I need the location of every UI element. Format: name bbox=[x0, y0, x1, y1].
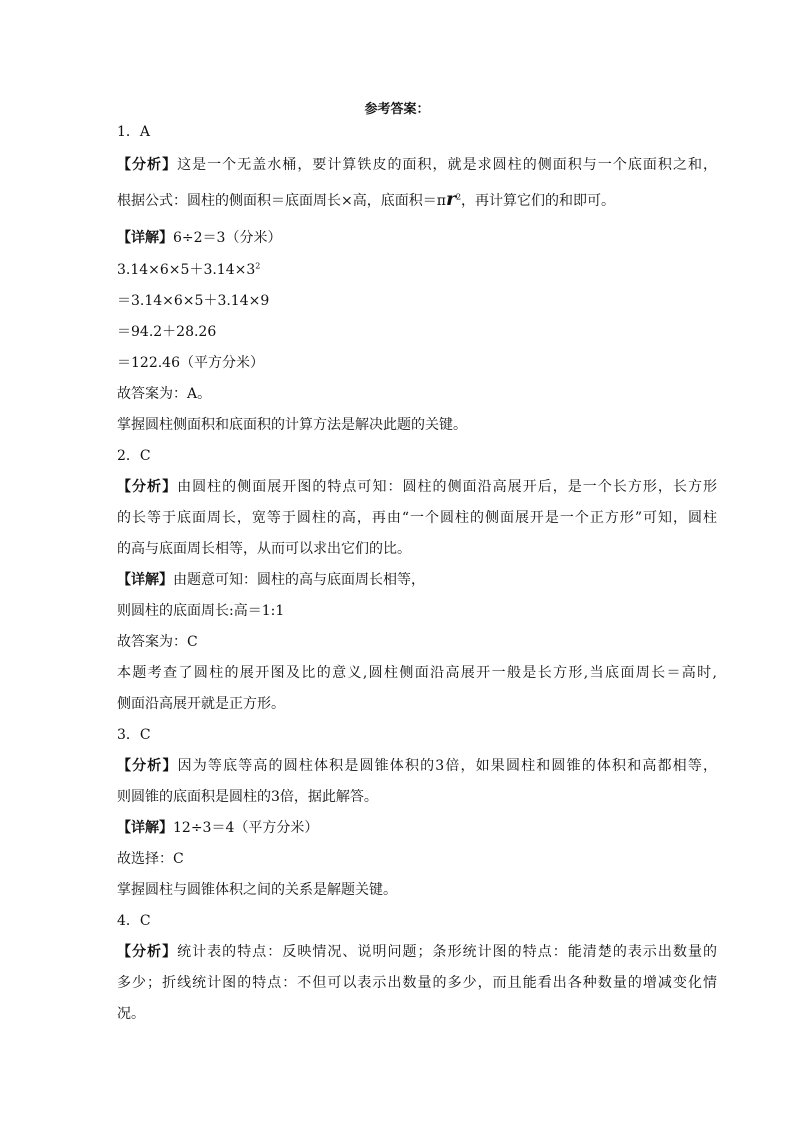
analysis-tag: 【分析】 bbox=[117, 758, 178, 774]
detail-tag: 【详解】 bbox=[117, 572, 173, 588]
q2-head: 2．C bbox=[117, 448, 151, 464]
analysis-tag: 【分析】 bbox=[117, 944, 178, 960]
q4-analysis-line-1: 【分析】统计表的特点：反映情况、说明问题；条形统计图的特点：能清楚的表示出数量的 bbox=[117, 944, 718, 960]
analysis-tag: 【分析】 bbox=[117, 479, 178, 495]
detail-tag: 【详解】 bbox=[117, 820, 173, 836]
q1-detail-line-1: 【详解】6÷2＝3（分米） bbox=[117, 230, 282, 246]
q3-detail-line-1: 【详解】12÷3＝4（平方分米） bbox=[117, 820, 319, 836]
radius-symbol: r bbox=[445, 188, 456, 210]
q2-note-line-2: 侧面沿高展开就是正方形。 bbox=[117, 696, 285, 712]
q2-detail-line-2: 则圆柱的底面周长:高＝1:1 bbox=[117, 603, 285, 619]
analysis-tag: 【分析】 bbox=[117, 157, 178, 173]
q3-answer: 故选择：C bbox=[117, 851, 184, 867]
q2-analysis-line-2: 的长等于底面周长，宽等于圆柱的高，再由“一个圆柱的侧面展开是一个正方形”可知，圆柱 bbox=[117, 510, 717, 526]
q1-calc-line-1: $3.14\times 6\times 5+3.14\times 3^2$ bbox=[117, 261, 261, 278]
q3-key: 掌握圆柱与圆锥体积之间的关系是解题关键。 bbox=[117, 882, 397, 898]
q4-analysis-line-3: 况。 bbox=[117, 1006, 145, 1022]
q1-answer: 故答案为：A。 bbox=[117, 386, 212, 402]
q3-analysis-line-1: 【分析】因为等底等高的圆柱体积是圆锥体积的3倍，如果圆柱和圆锥的体积和高都相等， bbox=[117, 758, 717, 774]
detail-tag: 【详解】 bbox=[117, 230, 173, 246]
q4-analysis-line-2: 多少；折线统计图的特点：不但可以表示出数量的多少，而且能看出各种数量的增减变化情 bbox=[117, 975, 717, 991]
page-title: 参考答案： bbox=[364, 102, 430, 117]
q1-analysis-line-2: 根据公式：圆柱的侧面积＝底面周长×高，底面积$=\pi r^2$，再计算它们的和即可。 bbox=[117, 188, 616, 210]
q1-analysis-line-1: 【分析】这是一个无盖水桶，要计算铁皮的面积，就是求圆柱的侧面积与一个底面积之和， bbox=[117, 157, 718, 173]
q1-calc-line-2: ＝3.14×6×5＋3.14×9 bbox=[117, 293, 270, 309]
q3-head: 3．C bbox=[117, 727, 151, 743]
q4-head: 4．C bbox=[117, 913, 151, 929]
q1-key: 掌握圆柱侧面积和底面积的计算方法是解决此题的关键。 bbox=[117, 417, 467, 433]
q2-analysis-line-3: 的高与底面周长相等，从而可以求出它们的比。 bbox=[117, 541, 411, 557]
q2-answer: 故答案为：C bbox=[117, 634, 198, 650]
q2-analysis-line-1: 【分析】由圆柱的侧面展开图的特点可知：圆柱的侧面沿高展开后，是一个长方形，长方形 bbox=[117, 479, 718, 495]
q1-calc-line-4: ＝122.46（平方分米） bbox=[117, 355, 264, 371]
q2-detail-line-1: 【详解】由题意可知：圆柱的高与底面周长相等， bbox=[117, 572, 425, 588]
q2-note-line-1: 本题考查了圆柱的展开图及比的意义,圆柱侧面沿高展开一般是长方形,当底面周长＝高时, bbox=[117, 665, 717, 681]
q1-head: 1．A bbox=[117, 124, 151, 140]
q3-analysis-line-2: 则圆锥的底面积是圆柱的3倍，据此解答。 bbox=[117, 789, 378, 805]
q1-calc-line-3: ＝94.2＋28.26 bbox=[117, 324, 217, 340]
